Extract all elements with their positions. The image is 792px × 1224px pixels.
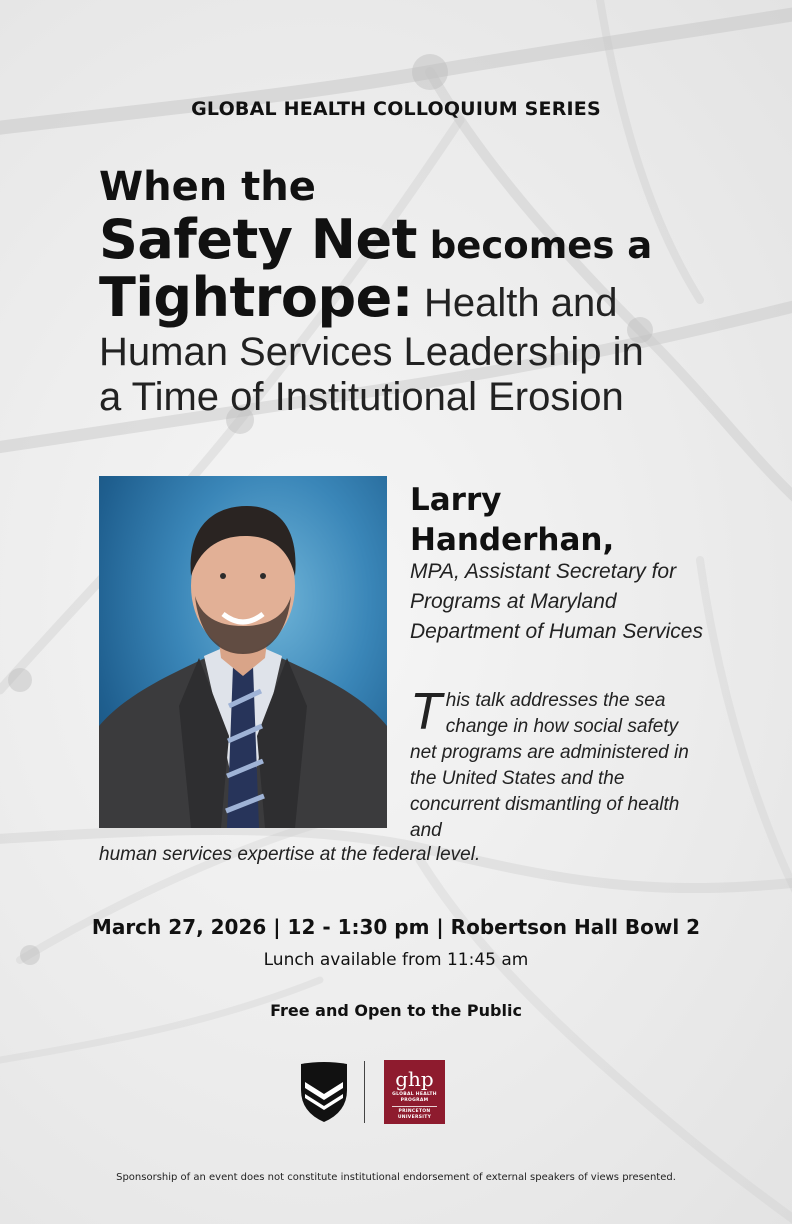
title-tightrope: Tightrope: [99, 266, 413, 329]
speaker-role: MPA, Assistant Secretary for Programs at Maryland Department of Human Services [410, 560, 703, 643]
title-line-1: When the [99, 164, 316, 210]
lunch-note: Lunch available from 11:45 am [263, 950, 529, 970]
ghp-mark: ghp [395, 1067, 434, 1091]
ghp-line-3: PRINCETON UNIVERSITY [397, 1108, 432, 1120]
title-becomes-a: becomes a [416, 224, 653, 267]
princeton-shield-icon [299, 1060, 349, 1124]
sponsorship-disclaimer: Sponsorship of an event does not constitute institutional endorsement of external speakers of views presented. [116, 1172, 676, 1183]
admission-note: Free and Open to the Public [270, 1001, 522, 1020]
series-title: GLOBAL HEALTH COLLOQUIUM SERIES [191, 98, 601, 120]
title-health-and: Health and [412, 281, 618, 325]
abstract-last-line: human services expertise at the federal level. [99, 844, 481, 865]
event-date-time-location: March 27, 2026 | 12 - 1:30 pm | Robertson Hall Bowl 2 [91, 915, 701, 939]
speaker-photo [99, 476, 387, 828]
ghp-rule [392, 1106, 437, 1107]
title-line-4: Human Services Leadership in [99, 330, 644, 374]
abstract-body: his talk addresses the sea change in how social safety net programs are administered in the United States and the concurrent dismantling of health and [410, 690, 689, 841]
ghp-line-2: PROGRAM [400, 1098, 429, 1103]
title-line-5: a Time of Institutional Erosion [99, 375, 624, 419]
abstract [410, 683, 700, 844]
speaker-first-name: Larry [410, 482, 502, 518]
title-safety-net: Safety Net [99, 208, 417, 271]
speaker-last-name: Handerhan, [410, 522, 615, 558]
ghp-line-1: GLOBAL HEALTH [392, 1092, 437, 1097]
abstract-dropcap: T [410, 683, 442, 741]
global-health-program-logo [384, 1060, 445, 1124]
logo-divider [364, 1061, 365, 1123]
speaker-name [410, 480, 614, 560]
